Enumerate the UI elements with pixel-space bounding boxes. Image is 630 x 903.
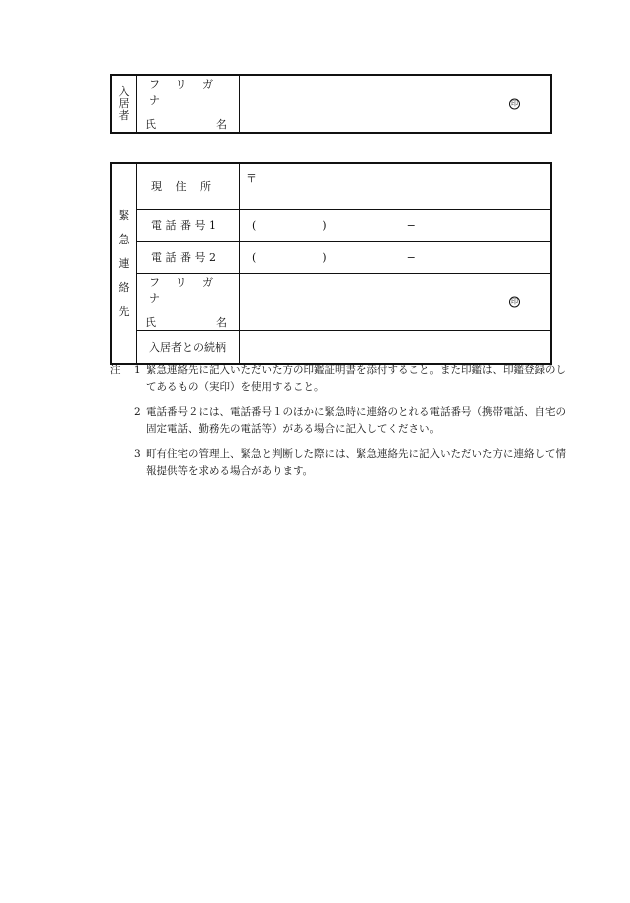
note-number: 2: [134, 406, 141, 418]
paren-open: (: [252, 218, 257, 232]
resident-side-label: [111, 75, 137, 133]
paren-close: ): [322, 218, 327, 232]
note-text: 電話番号２には、電話番号１のほかに緊急時に連絡のとれる電話番号（携帯電話、自宅の固定電話、勤務先の電話等）がある場合に記入してください。: [146, 406, 566, 435]
side-char: 連: [118, 256, 130, 270]
paren-open: (: [252, 250, 257, 264]
furigana-label: フ リ ガ ナ: [149, 275, 213, 305]
furigana-label: フ リ ガ ナ: [149, 78, 213, 107]
name-label-row: [137, 314, 239, 330]
notes-heading: 注: [110, 364, 121, 376]
note-item: [110, 362, 570, 396]
side-char: 者: [118, 109, 130, 122]
phone1-label-cell: [137, 209, 240, 241]
paren-close: ): [322, 250, 327, 264]
side-char: 急: [118, 232, 130, 246]
phone2-format: [240, 251, 550, 264]
note-item: [110, 446, 570, 480]
phone1-format: [240, 219, 550, 232]
name-label-row: [137, 116, 239, 132]
resident-name-field[interactable]: [240, 75, 552, 133]
side-char: 絡: [118, 280, 130, 294]
phone1-field[interactable]: [240, 209, 552, 241]
phone2-field[interactable]: [240, 241, 552, 273]
address-field[interactable]: [240, 163, 552, 209]
name-label-first: 氏: [145, 315, 156, 329]
phone1-label: 電 話 番 号 1: [151, 219, 216, 232]
resident-name-label: [137, 75, 240, 133]
contact-name-label-cell: [137, 273, 240, 330]
dash: −: [406, 250, 416, 264]
seal-mark: 印: [511, 297, 518, 305]
furigana-label-row: [137, 274, 239, 306]
emergency-side-label: [111, 163, 137, 364]
furigana-label-row: [137, 76, 239, 108]
side-char: 緊: [118, 208, 130, 222]
note-text: 町有住宅の管理上、緊急と判断した際には、緊急連絡先に記入いただいた方に連絡して情報提供等を求める場合があります。: [146, 448, 566, 477]
address-label: 現 住 所: [151, 180, 211, 194]
name-label-second: 名: [216, 118, 227, 131]
seal-mark: 印: [511, 99, 518, 108]
side-char: 先: [118, 304, 130, 318]
dash: −: [406, 218, 416, 232]
contact-name-field[interactable]: [240, 273, 552, 330]
side-char: 入: [118, 85, 130, 98]
name-label-first: 氏: [145, 118, 156, 131]
emergency-table: [110, 162, 552, 365]
note-text: 緊急連絡先に記入いただいた方の印鑑証明書を添付すること。また印鑑は、印鑑登録のしてあるもの（実印）を使用すること。: [146, 364, 566, 393]
note-item: [110, 404, 570, 438]
name-label-second: 名: [216, 315, 227, 329]
address-label-cell: [137, 163, 240, 209]
relation-field[interactable]: [240, 330, 552, 364]
notes-section: [110, 362, 570, 488]
resident-table: [110, 74, 552, 134]
note-number: 3: [134, 448, 141, 460]
note-number: 1: [134, 364, 141, 376]
phone2-label: 電 話 番 号 2: [151, 251, 216, 264]
relation-label-cell: [137, 330, 240, 364]
postal-mark: 〒: [246, 172, 257, 185]
side-char: 居: [118, 97, 130, 110]
phone2-label-cell: [137, 241, 240, 273]
relation-label: 入居者との続柄: [149, 340, 226, 354]
